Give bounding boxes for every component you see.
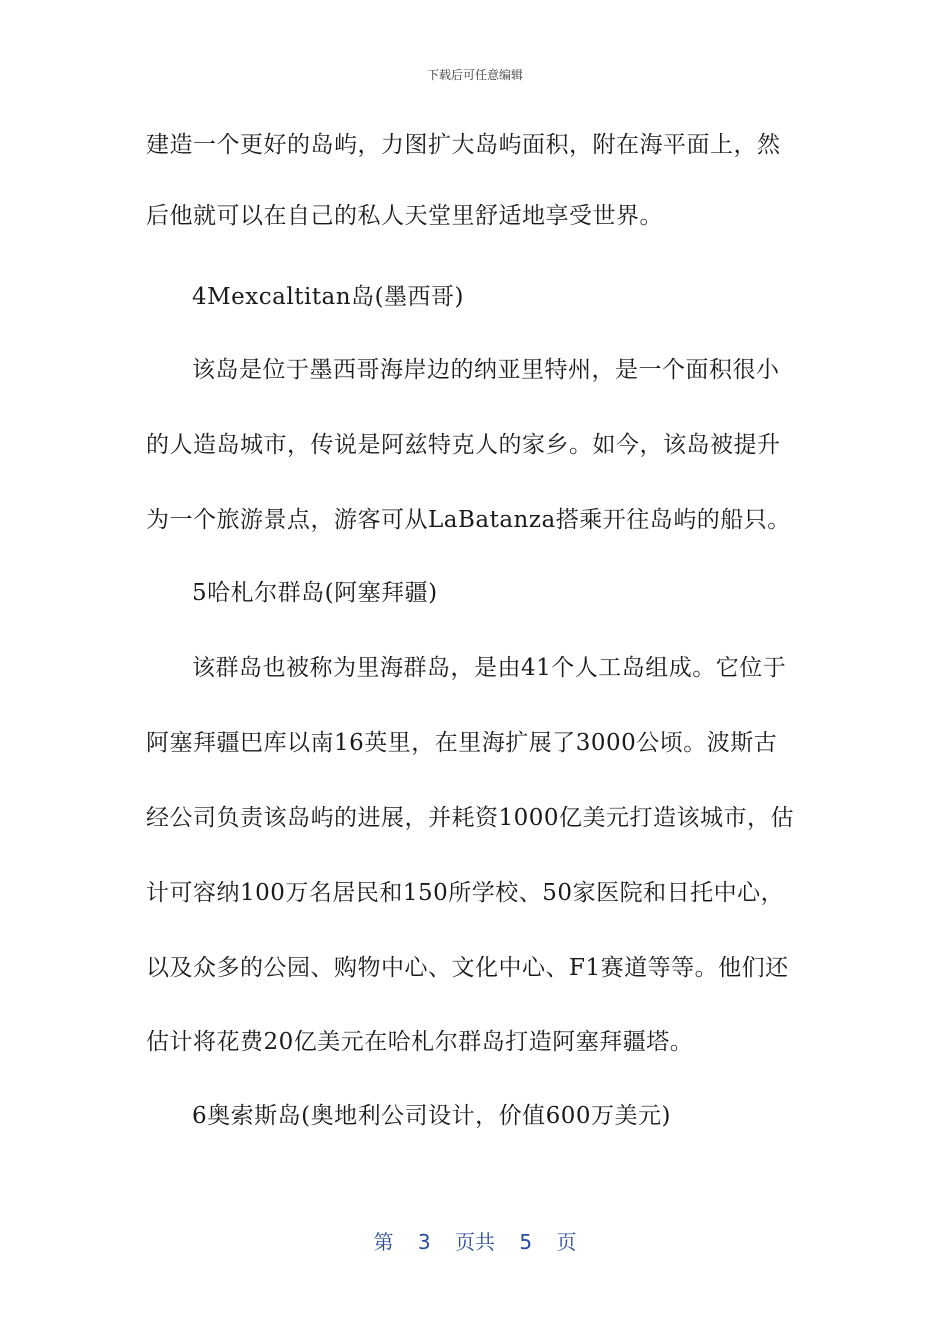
paragraph-line: 经公司负责该岛屿的进展，并耗资1000亿美元打造该城市，估: [146, 805, 795, 831]
total-pages-number: 5: [519, 1230, 533, 1254]
page-header: 下载后可任意编辑: [426, 68, 523, 82]
paragraph-line: 后他就可以在自己的私人天堂里舒适地享受世界。: [146, 203, 663, 229]
paragraph-line: 阿塞拜疆巴库以南16英里，在里海扩展了3000公顷。波斯古: [146, 730, 778, 756]
paragraph-line: 以及众多的公园、购物中心、文化中心、F1赛道等等。他们还: [146, 955, 789, 981]
section-heading: 4Mexcaltitan岛(墨西哥): [192, 284, 465, 310]
current-page-number: 3: [417, 1230, 431, 1254]
paragraph-line: 该群岛也被称为里海群岛，是由41个人工岛组成。它位于: [192, 655, 787, 681]
section-heading: 6奥索斯岛(奥地利公司设计，价值600万美元): [192, 1103, 671, 1129]
section-heading: 5哈札尔群岛(阿塞拜疆): [192, 580, 438, 606]
paragraph-line: 该岛是位于墨西哥海岸边的纳亚里特州，是一个面积很小: [192, 357, 780, 383]
paragraph-line: 计可容纳100万名居民和150所学校、50家医院和日托中心，: [146, 880, 785, 906]
paragraph-line: 建造一个更好的岛屿，力图扩大岛屿面积，附在海平面上，然: [146, 132, 781, 158]
page-footer: [0, 1226, 950, 1255]
paragraph-line: 估计将花费20亿美元在哈札尔群岛打造阿塞拜疆塔。: [146, 1029, 694, 1055]
footer-middle: 页共: [455, 1230, 495, 1254]
paragraph-line: 为一个旅游景点，游客可从LaBatanza搭乘开往岛屿的船只。: [146, 507, 791, 533]
footer-prefix: 第: [373, 1230, 394, 1254]
paragraph-line: 的人造岛城市，传说是阿兹特克人的家乡。如今，该岛被提升: [146, 432, 781, 458]
footer-suffix: 页: [556, 1230, 577, 1254]
